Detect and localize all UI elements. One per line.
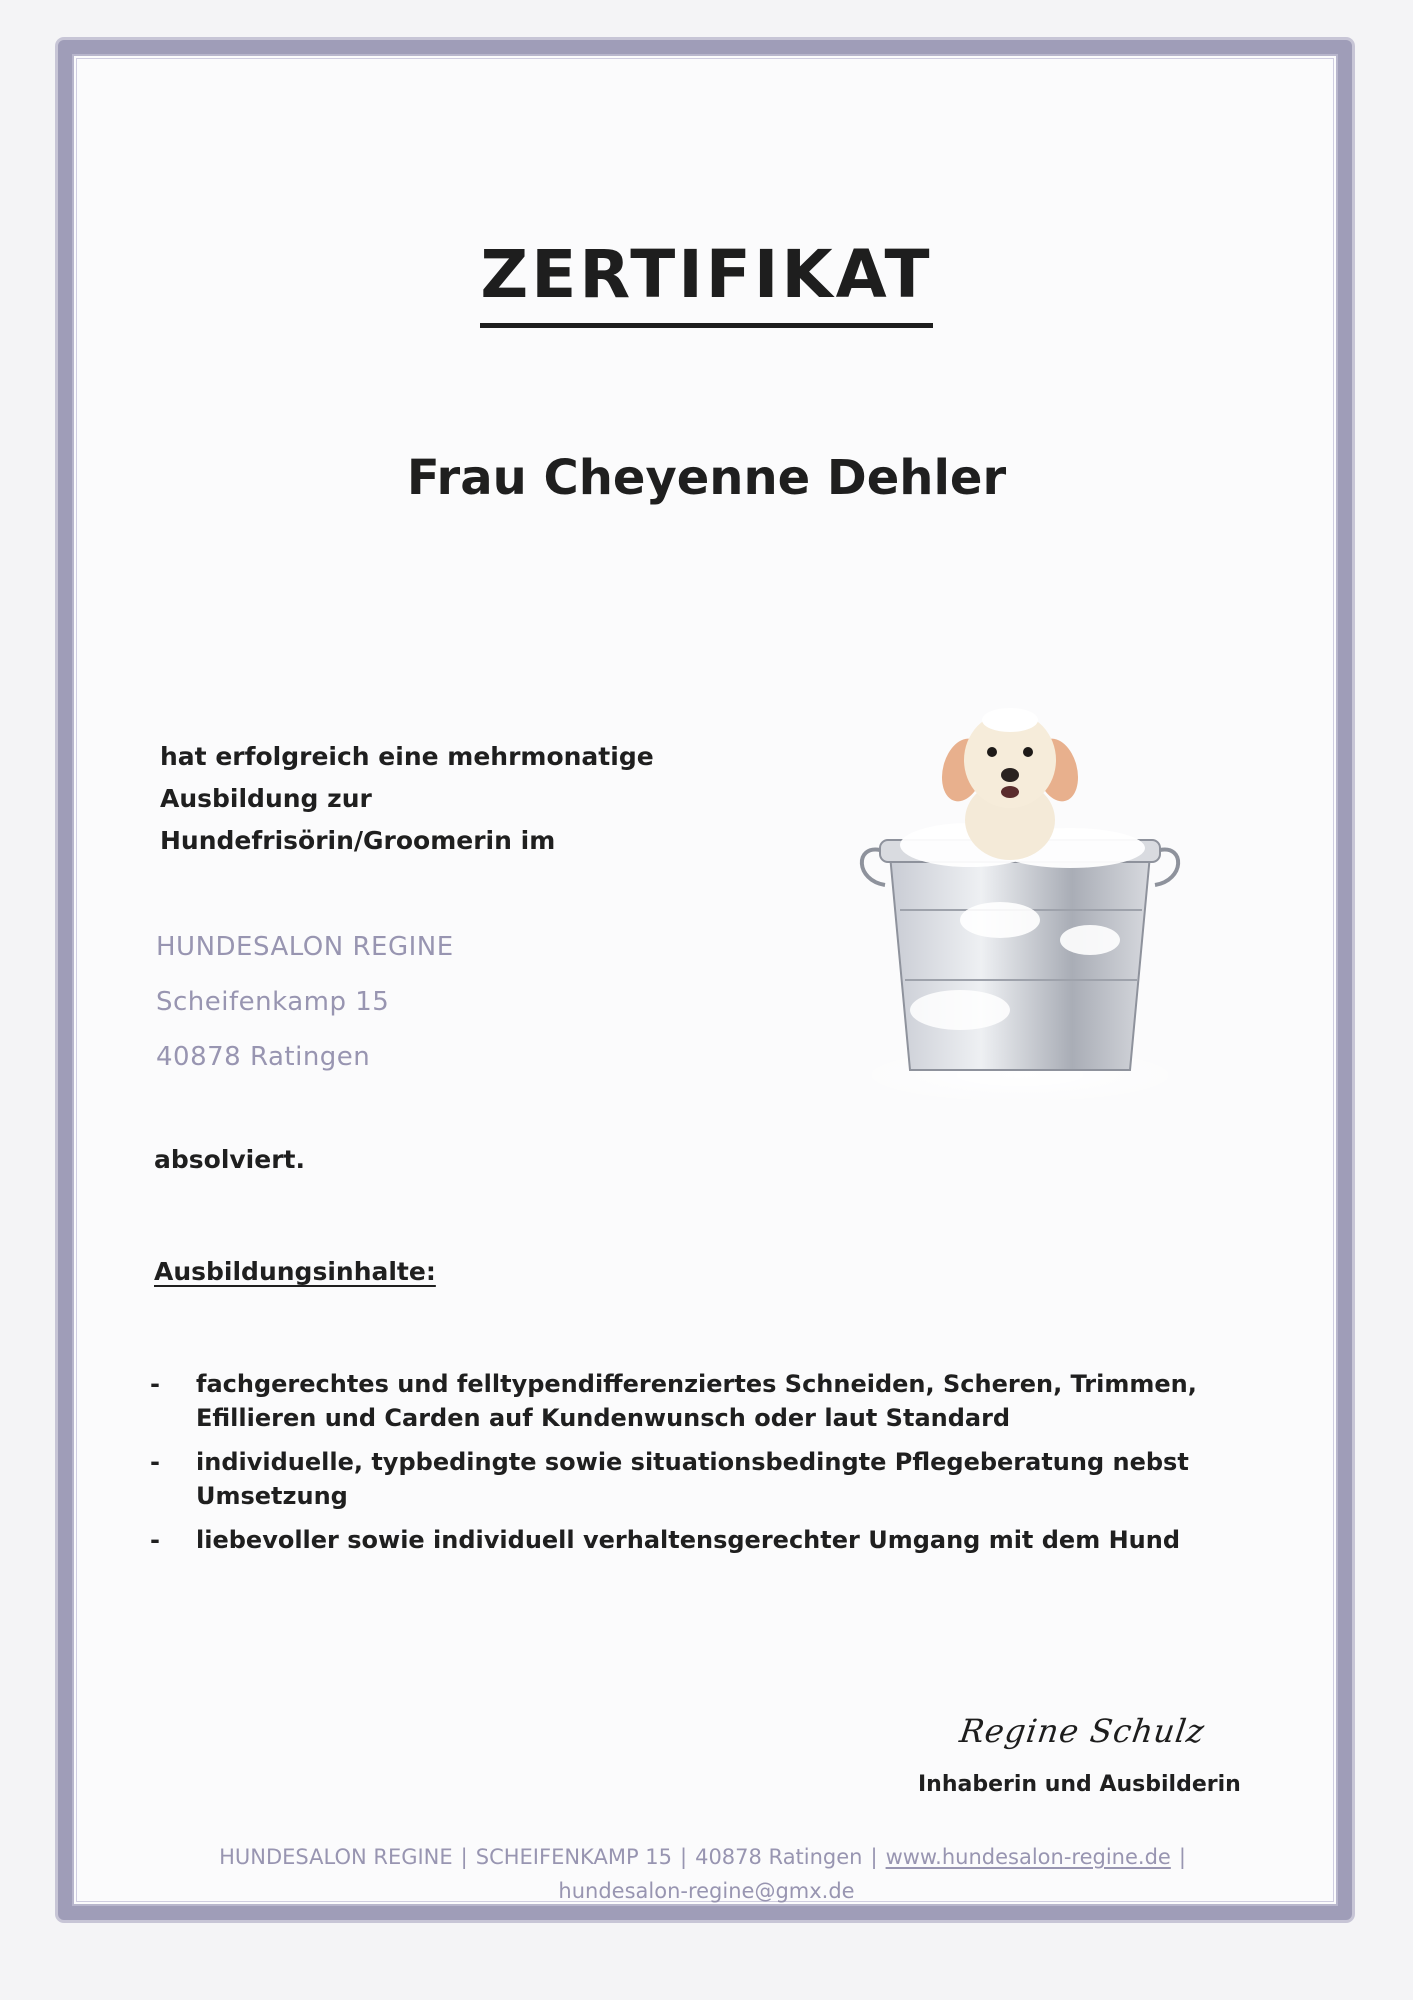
intro-text (160, 736, 654, 862)
list-bullet: - (150, 1370, 160, 1398)
salon-city: 40878 Ratingen (156, 1042, 371, 1072)
signatory-role: Inhaberin und Ausbilderin (918, 1772, 1241, 1797)
intro-line: hat erfolgreich eine mehrmonatige (160, 742, 654, 771)
signature: Regine Schulz (957, 1712, 1208, 1750)
footer-line-1 (0, 1840, 1413, 1874)
list-item-line: Umsetzung (196, 1482, 348, 1510)
list-bullet: - (150, 1448, 160, 1476)
footer-separator: | (460, 1845, 468, 1869)
puppy-in-bathtub-icon (850, 680, 1200, 1100)
footer-street: SCHEIFENKAMP 15 (475, 1845, 672, 1869)
recipient-name: Frau Cheyenne Dehler (406, 450, 1007, 506)
footer-separator: | (1178, 1845, 1186, 1869)
footer-website-link[interactable]: www.hundesalon-regine.de (885, 1845, 1171, 1869)
salon-street: Scheifenkamp 15 (156, 987, 390, 1017)
list-item-line: individuelle, typbedingte sowie situationsbedingte Pflegeberatung nebst (196, 1448, 1189, 1476)
title-text: ZERTIFIKAT (480, 236, 932, 328)
footer-separator: | (870, 1845, 878, 1869)
footer-separator: | (680, 1845, 688, 1869)
contents-heading: Ausbildungsinhalte: (154, 1257, 436, 1286)
intro-line: Ausbildung zur (160, 784, 372, 813)
footer (0, 1840, 1413, 1908)
footer-email[interactable]: hundesalon-regine@gmx.de (558, 1879, 855, 1903)
salon-address (156, 920, 454, 1085)
list-item (150, 1367, 1250, 1435)
list-item-line: liebevoller sowie individuell verhaltensgerechter Umgang mit dem Hund (196, 1526, 1181, 1554)
training-contents-list (150, 1367, 1250, 1557)
salon-name: HUNDESALON REGINE (156, 932, 454, 962)
intro-line: Hundefrisörin/Groomerin im (160, 826, 556, 855)
list-bullet: - (150, 1526, 160, 1554)
list-item (150, 1523, 1250, 1557)
list-item (150, 1445, 1250, 1513)
footer-salon-name: HUNDESALON REGINE (219, 1845, 453, 1869)
certificate-title (0, 236, 1413, 328)
list-item-line: Efillieren und Carden auf Kundenwunsch oder laut Standard (196, 1404, 1011, 1432)
list-item-line: fachgerechtes und felltypendifferenziertes Schneiden, Scheren, Trimmen, (196, 1370, 1197, 1398)
completed-text: absolviert. (154, 1145, 305, 1174)
footer-city: 40878 Ratingen (695, 1845, 863, 1869)
